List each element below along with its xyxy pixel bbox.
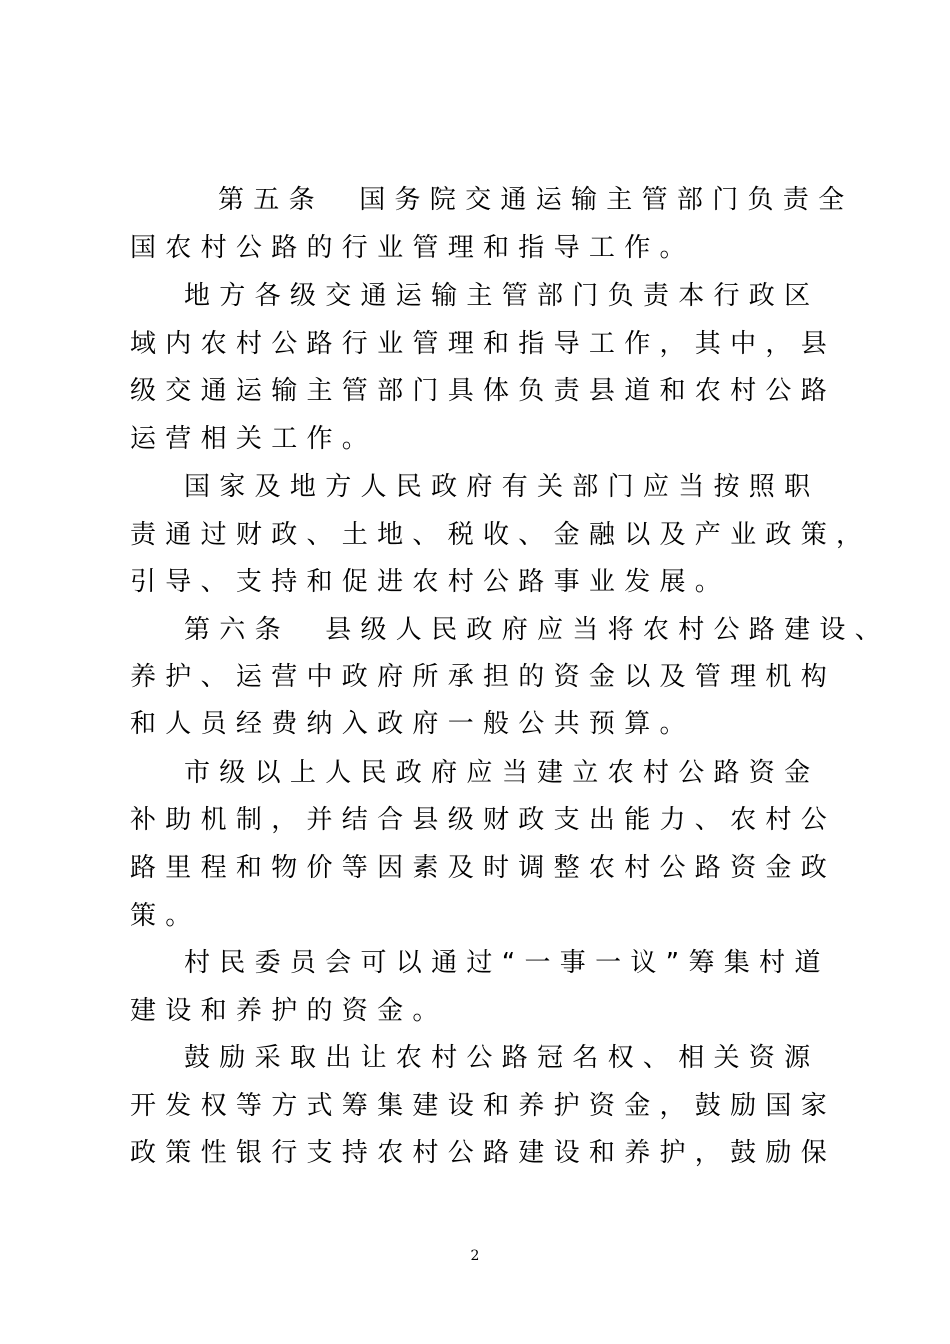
text-line: 市级以上人民政府应当建立农村公路资金 <box>184 758 820 788</box>
text-line: 国家及地方人民政府有关部门应当按照职 <box>184 472 820 502</box>
text-line: 运营相关工作。 <box>130 424 378 454</box>
text-line: 域内农村公路行业管理和指导工作，其中，县 <box>130 329 837 359</box>
text-line: 地方各级交通运输主管部门负责本行政区 <box>184 281 820 311</box>
text-line: 鼓励采取出让农村公路冠名权、相关资源 <box>184 1043 820 1073</box>
text-line: 补助机制，并结合县级财政支出能力、农村公 <box>130 805 837 835</box>
text-line: 建设和养护的资金。 <box>130 996 448 1026</box>
text-line: 政策性银行支持农村公路建设和养护，鼓励保 <box>130 1138 837 1168</box>
text-line: 路里程和物价等因素及时调整农村公路资金政 <box>130 853 837 883</box>
text-line: 国农村公路的行业管理和指导工作。 <box>130 233 695 263</box>
text-line: 引导、支持和促进农村公路事业发展。 <box>130 567 731 597</box>
text-line: 养护、运营中政府所承担的资金以及管理机构 <box>130 662 837 692</box>
page-number: 2 <box>470 1248 480 1264</box>
text-line: 和人员经费纳入政府一般公共预算。 <box>130 709 695 739</box>
text-line: 责通过财政、土地、税收、金融以及产业政策， <box>130 520 872 550</box>
text-line: 第五条 国务院交通运输主管部门负责全 <box>218 185 854 215</box>
text-line: 策。 <box>130 901 201 931</box>
text-line: 开发权等方式筹集建设和养护资金，鼓励国家 <box>130 1091 837 1121</box>
text-line: 级交通运输主管部门具体负责县道和农村公路 <box>130 376 837 406</box>
text-line: 第六条 县级人民政府应当将农村公路建设、 <box>184 615 891 645</box>
text-line: 村民委员会可以通过“一事一议”筹集村道 <box>184 948 830 978</box>
